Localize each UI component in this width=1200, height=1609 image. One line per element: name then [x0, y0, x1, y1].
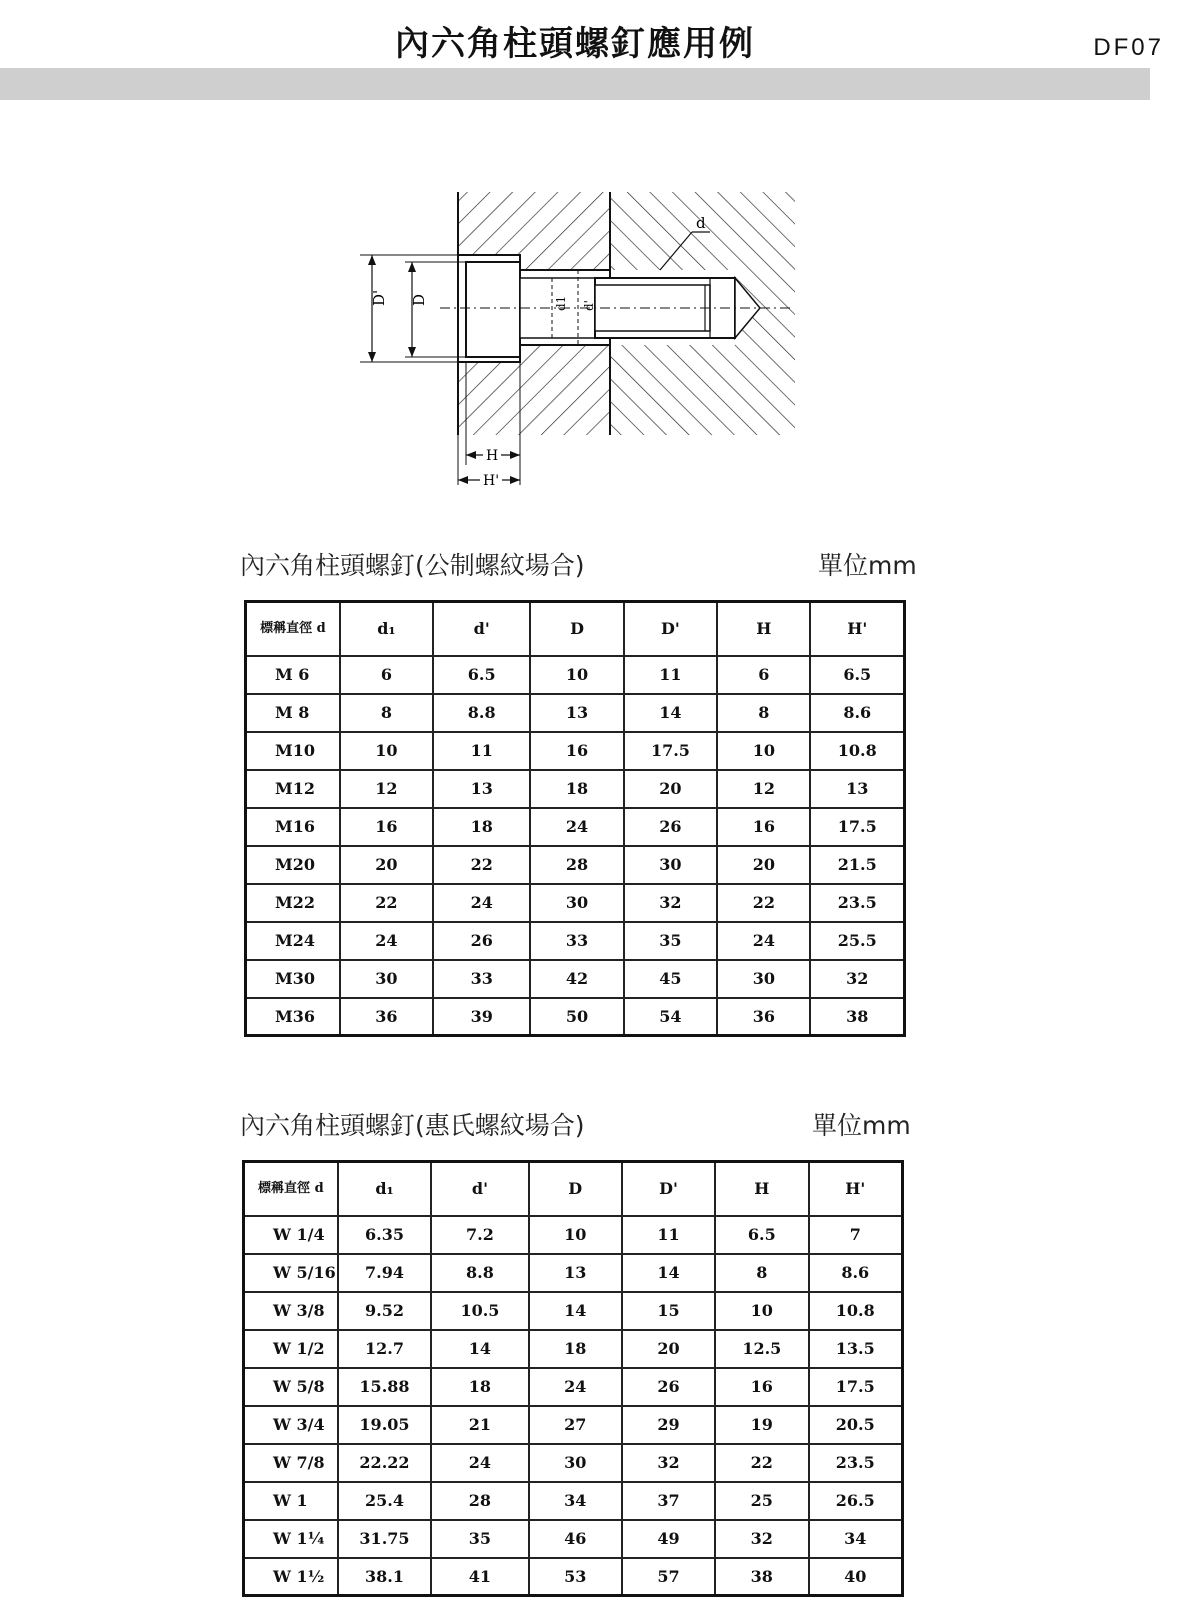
table-row [246, 998, 905, 1036]
cell-D: 13 [530, 694, 623, 732]
table-row [244, 1216, 903, 1254]
cell-D-prime: 54 [624, 998, 717, 1036]
cell-nominal-size: W 1 [244, 1482, 338, 1520]
cell-H-prime: 8.6 [809, 1254, 903, 1292]
whitworth-table-caption: 內六角柱頭螺釘(惠氏螺紋場合) [240, 1111, 585, 1140]
cell-d1: 25.4 [338, 1482, 432, 1520]
cell-H: 10 [715, 1292, 808, 1330]
header-d1: d₁ [338, 1162, 432, 1216]
cell-H: 8 [715, 1254, 808, 1292]
cell-d-prime: 21 [431, 1406, 528, 1444]
header-D-prime: D' [624, 602, 717, 656]
cell-d-prime: 22 [433, 846, 530, 884]
cell-d1: 12 [340, 770, 433, 808]
cell-H: 19 [715, 1406, 808, 1444]
cell-H: 20 [717, 846, 810, 884]
cell-nominal-size: M36 [246, 998, 340, 1036]
cell-d-prime: 18 [431, 1368, 528, 1406]
metric-table-unit: 單位mm [818, 551, 917, 580]
header-nominal-diameter: 標稱直徑 d [244, 1162, 338, 1216]
cell-H: 36 [717, 998, 810, 1036]
cell-nominal-size: W 1/2 [244, 1330, 338, 1368]
cell-nominal-size: W 5/8 [244, 1368, 338, 1406]
cell-D-prime: 11 [622, 1216, 715, 1254]
table-row [244, 1444, 903, 1482]
cell-d1: 7.94 [338, 1254, 432, 1292]
metric-header-row [246, 602, 905, 656]
cell-d-prime: 28 [431, 1482, 528, 1520]
cell-d1: 22 [340, 884, 433, 922]
cell-d1: 20 [340, 846, 433, 884]
cell-nominal-size: M 6 [246, 656, 340, 694]
cell-D-prime: 14 [624, 694, 717, 732]
cell-nominal-size: M22 [246, 884, 340, 922]
header-H: H [717, 602, 810, 656]
cell-nominal-size: M20 [246, 846, 340, 884]
cell-D-prime: 30 [624, 846, 717, 884]
cell-D-prime: 32 [622, 1444, 715, 1482]
cell-nominal-size: M30 [246, 960, 340, 998]
cell-H-prime: 17.5 [810, 808, 904, 846]
cell-d-prime: 14 [431, 1330, 528, 1368]
header-d1: d₁ [340, 602, 433, 656]
cell-d1: 31.75 [338, 1520, 432, 1558]
screw-application-diagram [230, 180, 930, 520]
label-d1: d1 [554, 295, 568, 311]
cell-H-prime: 6.5 [810, 656, 904, 694]
cell-d-prime: 26 [433, 922, 530, 960]
cell-d1: 6.35 [338, 1216, 432, 1254]
table-row [244, 1482, 903, 1520]
table-row [244, 1520, 903, 1558]
cell-d-prime: 18 [433, 808, 530, 846]
title-divider-bar [0, 68, 1150, 100]
table-row [244, 1368, 903, 1406]
cell-d1: 12.7 [338, 1330, 432, 1368]
metric-spec-table [244, 600, 906, 1037]
cell-H-prime: 10.8 [809, 1292, 903, 1330]
table-row [246, 960, 905, 998]
cell-D: 30 [529, 1444, 622, 1482]
label-d: d [696, 214, 706, 232]
cell-H: 38 [715, 1558, 808, 1596]
page-title: 內六角柱頭螺釘應用例 [395, 24, 755, 64]
header-D-prime: D' [622, 1162, 715, 1216]
cell-H-prime: 23.5 [809, 1444, 903, 1482]
cell-H: 22 [717, 884, 810, 922]
cell-d-prime: 24 [431, 1444, 528, 1482]
header-d-prime: d' [431, 1162, 528, 1216]
cell-nominal-size: W 3/4 [244, 1406, 338, 1444]
cell-nominal-size: M24 [246, 922, 340, 960]
table-row [244, 1292, 903, 1330]
cell-d-prime: 39 [433, 998, 530, 1036]
table-row [246, 808, 905, 846]
cell-D: 46 [529, 1520, 622, 1558]
document-code: DF07 [1093, 34, 1164, 61]
cell-d1: 8 [340, 694, 433, 732]
cell-d1: 30 [340, 960, 433, 998]
table-row [246, 846, 905, 884]
cell-d-prime: 41 [431, 1558, 528, 1596]
cell-d1: 38.1 [338, 1558, 432, 1596]
whitworth-header-row [244, 1162, 903, 1216]
cell-H: 12.5 [715, 1330, 808, 1368]
cell-d1: 22.22 [338, 1444, 432, 1482]
cell-H: 30 [717, 960, 810, 998]
cell-D: 28 [530, 846, 623, 884]
table-row [246, 770, 905, 808]
cell-D-prime: 37 [622, 1482, 715, 1520]
cell-D: 27 [529, 1406, 622, 1444]
cell-d-prime: 8.8 [433, 694, 530, 732]
cell-nominal-size: M10 [246, 732, 340, 770]
cell-d-prime: 33 [433, 960, 530, 998]
table-row [244, 1558, 903, 1596]
whitworth-spec-table [242, 1160, 904, 1597]
cell-D: 34 [529, 1482, 622, 1520]
cell-H-prime: 38 [810, 998, 904, 1036]
cell-d-prime: 8.8 [431, 1254, 528, 1292]
cell-d-prime: 10.5 [431, 1292, 528, 1330]
cell-nominal-size: M 8 [246, 694, 340, 732]
cell-d1: 6 [340, 656, 433, 694]
cell-H: 12 [717, 770, 810, 808]
cell-D: 24 [530, 808, 623, 846]
cell-d1: 15.88 [338, 1368, 432, 1406]
cell-H: 6.5 [715, 1216, 808, 1254]
cell-H-prime: 34 [809, 1520, 903, 1558]
cell-H-prime: 20.5 [809, 1406, 903, 1444]
whitworth-table-unit: 單位mm [812, 1111, 911, 1140]
header-H-prime: H' [810, 602, 904, 656]
cell-d-prime: 6.5 [433, 656, 530, 694]
cell-D: 53 [529, 1558, 622, 1596]
cell-H-prime: 10.8 [810, 732, 904, 770]
cell-D: 50 [530, 998, 623, 1036]
cell-D: 16 [530, 732, 623, 770]
table-row [246, 656, 905, 694]
label-D: D [410, 293, 428, 306]
cell-H-prime: 40 [809, 1558, 903, 1596]
cell-D-prime: 14 [622, 1254, 715, 1292]
cell-d1: 10 [340, 732, 433, 770]
table-row [246, 922, 905, 960]
cell-H-prime: 13 [810, 770, 904, 808]
header-H-prime: H' [809, 1162, 903, 1216]
cell-d-prime: 11 [433, 732, 530, 770]
cell-D-prime: 20 [624, 770, 717, 808]
cell-H-prime: 32 [810, 960, 904, 998]
cell-D-prime: 45 [624, 960, 717, 998]
cell-H: 10 [717, 732, 810, 770]
cell-d-prime: 13 [433, 770, 530, 808]
label-H-prime: H' [483, 473, 500, 489]
cell-d1: 9.52 [338, 1292, 432, 1330]
cell-H-prime: 21.5 [810, 846, 904, 884]
cell-d1: 16 [340, 808, 433, 846]
table-row [246, 694, 905, 732]
cell-D: 30 [530, 884, 623, 922]
table-row [246, 732, 905, 770]
cell-H: 32 [715, 1520, 808, 1558]
cell-D: 13 [529, 1254, 622, 1292]
cell-nominal-size: M16 [246, 808, 340, 846]
cell-H-prime: 25.5 [810, 922, 904, 960]
cell-D: 18 [530, 770, 623, 808]
cell-D: 10 [529, 1216, 622, 1254]
cell-H: 8 [717, 694, 810, 732]
cell-nominal-size: M12 [246, 770, 340, 808]
cell-d-prime: 35 [431, 1520, 528, 1558]
cell-nominal-size: W 5/16 [244, 1254, 338, 1292]
label-H: H [486, 448, 499, 464]
cell-H: 16 [715, 1368, 808, 1406]
cell-D: 14 [529, 1292, 622, 1330]
cell-H: 6 [717, 656, 810, 694]
cell-H-prime: 7 [809, 1216, 903, 1254]
cell-D: 18 [529, 1330, 622, 1368]
cell-D-prime: 35 [624, 922, 717, 960]
cell-nominal-size: W 3/8 [244, 1292, 338, 1330]
cell-H-prime: 8.6 [810, 694, 904, 732]
table-row [246, 884, 905, 922]
cell-D-prime: 11 [624, 656, 717, 694]
cell-D: 10 [530, 656, 623, 694]
cell-H: 16 [717, 808, 810, 846]
table-row [244, 1406, 903, 1444]
cell-d1: 24 [340, 922, 433, 960]
cell-nominal-size: W 1¼ [244, 1520, 338, 1558]
cell-H-prime: 26.5 [809, 1482, 903, 1520]
label-d-prime: d' [582, 300, 596, 311]
cell-D: 24 [529, 1368, 622, 1406]
cell-d-prime: 7.2 [431, 1216, 528, 1254]
cell-nominal-size: W 7/8 [244, 1444, 338, 1482]
cell-H: 22 [715, 1444, 808, 1482]
metric-table-caption: 內六角柱頭螺釘(公制螺紋場合) [240, 551, 585, 580]
cell-D-prime: 20 [622, 1330, 715, 1368]
table-row [244, 1254, 903, 1292]
cell-H-prime: 23.5 [810, 884, 904, 922]
cell-H: 24 [717, 922, 810, 960]
cell-D-prime: 15 [622, 1292, 715, 1330]
header-D: D [529, 1162, 622, 1216]
cell-d-prime: 24 [433, 884, 530, 922]
cell-D-prime: 26 [624, 808, 717, 846]
cell-H-prime: 17.5 [809, 1368, 903, 1406]
cell-D-prime: 32 [624, 884, 717, 922]
cell-d1: 19.05 [338, 1406, 432, 1444]
cell-H: 25 [715, 1482, 808, 1520]
header-H: H [715, 1162, 808, 1216]
header-d-prime: d' [433, 602, 530, 656]
table-row [244, 1330, 903, 1368]
cell-D-prime: 26 [622, 1368, 715, 1406]
cell-d1: 36 [340, 998, 433, 1036]
cell-nominal-size: W 1/4 [244, 1216, 338, 1254]
cell-D-prime: 29 [622, 1406, 715, 1444]
header-D: D [530, 602, 623, 656]
label-D-prime: D' [370, 289, 388, 306]
cell-H-prime: 13.5 [809, 1330, 903, 1368]
cell-D-prime: 57 [622, 1558, 715, 1596]
cell-nominal-size: W 1½ [244, 1558, 338, 1596]
cell-D: 33 [530, 922, 623, 960]
cell-D-prime: 17.5 [624, 732, 717, 770]
cell-D: 42 [530, 960, 623, 998]
header-nominal-diameter: 標稱直徑 d [246, 602, 340, 656]
cell-D-prime: 49 [622, 1520, 715, 1558]
